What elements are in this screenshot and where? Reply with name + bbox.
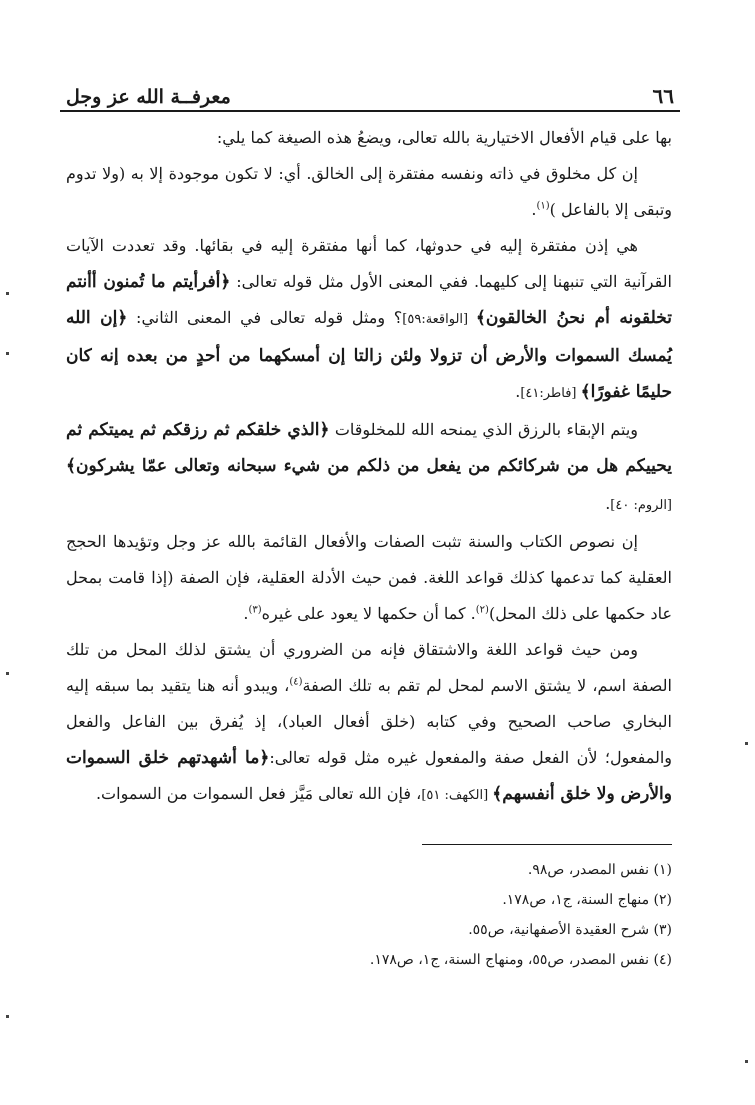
paragraph-4-end: .	[605, 494, 611, 513]
verse-reference-waqiah: [الواقعة:٥٩]	[402, 312, 476, 327]
paragraph-2	[66, 156, 672, 228]
footnote-3: (٣) شرح العقيدة الأصفهانية، ص٥٥.	[468, 922, 672, 938]
footnote-2: (٢) منهاج السنة، ج١، ص١٧٨.	[502, 892, 672, 908]
scan-mark	[6, 1015, 9, 1018]
footnotes	[60, 855, 680, 975]
paragraph-4	[66, 412, 672, 524]
footnote-separator	[422, 844, 672, 845]
footnote-ref-3: (٣)	[248, 604, 262, 616]
page-header	[60, 78, 680, 112]
paragraph-3-text-b: ؟ ومثل قوله تعالى في المعنى الثاني:	[127, 308, 403, 327]
paragraph-6-text-c: ، فإن الله تعالى مَيَّز فعل السموات من السموات.	[95, 784, 422, 803]
body-text	[60, 120, 680, 814]
scan-mark	[745, 742, 748, 745]
paragraph-5-text: إن نصوص الكتاب والسنة تثبت الصفات والأفعال القائمة بالله عز وجل وتؤيدها الحجج العقلية كما تدعمها كذلك قواعد اللغة. فمن حيث الأدلة العقلية، فإن الصفة (إذا قامت بمحل عاد حكمها على ذلك المحل)	[66, 532, 672, 623]
paragraph-6	[66, 632, 672, 814]
scan-mark	[6, 352, 9, 355]
paragraph-2-end: .	[531, 200, 537, 219]
verse-reference-rum: [الروم: ٤٠]	[610, 498, 672, 513]
book-page	[60, 78, 680, 975]
paragraph-5	[66, 524, 672, 632]
paragraph-5-text-b: . كما أن حكمها لا يعود على غيره	[261, 604, 476, 623]
quran-verse-rum: ﴿الذي خلقكم ثم رزقكم ثم يميتكم ثم يحييكم هل من شركائكم من يفعل من ذلكم من شيء سبحانه وتعالى عمّا يشركون﴾	[66, 420, 672, 476]
paragraph-3-text: هي إذن مفتقرة إليه في حدوثها، كما أنها مفتقرة إليه في بقائها. وقد تعددت الآيات القرآنية التي تنبهنا إلى كليهما. ففي المعنى الأول مثل قوله تعالى:	[66, 236, 672, 291]
scan-mark	[6, 292, 9, 295]
footnote-1: (١) نفس المصدر، ص٩٨.	[527, 862, 672, 878]
paragraph-6-text: ومن حيث قواعد اللغة والاشتقاق فإنه من الضروري أن يشتق لذلك المحل من تلك الصفة اسم، لا يشتق الاسم لمحل لم تقم به تلك الصفة	[66, 640, 673, 695]
verse-reference-kahf: [الكهف: ٥١]	[421, 788, 493, 803]
quran-verse-fatir: ﴿إن الله يُمسك السموات والأرض أن تزولا ولئن زالتا إن أمسكهما من أحدٍ من بعده إنه كان حليمًا غفورًا﴾	[66, 308, 672, 402]
running-title: معرفــة الله عز وجل	[66, 86, 231, 108]
page-number: ٦٦	[652, 84, 674, 108]
quran-verse-waqiah: ﴿أفرأيتم ما تُمنون أأنتم تخلقونه أم نحنُ الخالقون﴾	[66, 272, 672, 328]
paragraph-1-text: بها على قيام الأفعال الاختيارية بالله تعالى، ويضعُ هذه الصيغة كما يلي:	[216, 128, 672, 147]
paragraph-3	[66, 228, 672, 412]
scan-mark	[6, 672, 9, 675]
footnote-ref-4: (٤)	[289, 676, 303, 688]
footnote-4: (٤) نفس المصدر، ص٥٥، ومنهاج السنة، ج١، ص١٧٨.	[369, 952, 672, 968]
footnote-ref-2: (٢)	[475, 604, 489, 616]
footnote-ref-1: (١)	[536, 200, 550, 212]
quran-verse-kahf: ﴿ما أشهدتهم خلق السموات والأرض ولا خلق أنفسهم﴾	[66, 748, 672, 804]
paragraph-1	[66, 120, 672, 156]
verse-reference-fatir: [فاطر:٤١]	[520, 386, 581, 401]
scan-mark	[745, 1060, 748, 1063]
paragraph-6-text-b: ، ويبدو أنه هنا يتقيد بما سبقه إليه البخاري صاحب الصحيح وفي كتابه (خلق أفعال العباد)، إذ يُفرق بين الفاعل والفعل والمفعول؛ لأن الفعل صفة والمفعول غيره مثل قوله تعالى:	[66, 676, 672, 767]
paragraph-3-end: .	[515, 382, 521, 401]
paragraph-2-text: إن كل مخلوق في ذاته ونفسه مفتقرة إلى الخالق. أي: لا تكون موجودة إلا به (ولا تدوم وتبقى إلا بالفاعل )	[66, 164, 672, 219]
paragraph-4-text: ويتم الإبقاء بالرزق الذي يمنحه الله للمخلوقات	[329, 420, 638, 439]
paragraph-5-end: .	[243, 604, 249, 623]
